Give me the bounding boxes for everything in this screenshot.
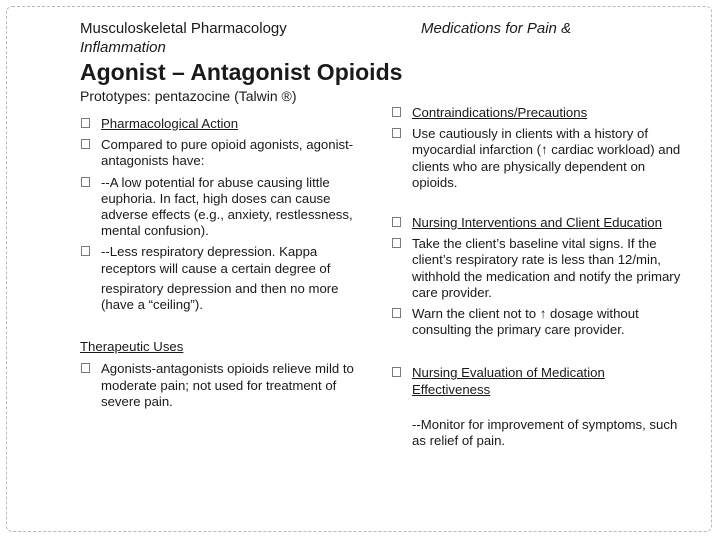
bullet-box-icon: [81, 363, 90, 373]
pharm-item-2: [80, 175, 372, 240]
slide-title: Agonist – Antagonist Opioids: [80, 59, 403, 85]
nursing-item-text: Take the client’s baseline vital signs. If the client’s respiratory rate is less than 12/min, withhold the medication and notify the primary care provider.: [412, 236, 681, 300]
pharm-item-1: [80, 137, 372, 169]
pharm-item-3: [80, 244, 372, 276]
pharm-item-text: --A low potential for abuse causing little euphoria. In fact, high doses can cause adverse effects (e.g., anxiety, restlessness, mental confusion).: [101, 174, 353, 239]
contraindications-item: [391, 126, 681, 191]
pharm-item-continuation: respiratory depression and then no more (have a “ceiling”).: [101, 280, 339, 313]
contraindications-item-text: Use cautiously in clients with a history of myocardial infarction (↑ cardiac workload) and clients who are physically dependent on opioids.: [412, 126, 681, 190]
bullet-box-icon: [392, 367, 401, 377]
bullet-box-icon: [81, 139, 90, 149]
left-column: [80, 116, 372, 410]
header-line-1: Musculoskeletal Pharmacology: [80, 20, 287, 37]
bullet-box-icon: [81, 246, 90, 256]
nursing-evaluation-heading-text: Nursing Evaluation of Medication Effectiveness: [412, 365, 605, 397]
pharm-item-text: Compared to pure opioid agonists, agonist-antagonists have:: [101, 137, 354, 169]
bullet-box-icon: [392, 128, 401, 138]
bullet-box-icon: [81, 118, 90, 128]
nursing-item-1: [391, 236, 681, 301]
bullet-box-icon: [392, 238, 401, 248]
right-column: [391, 105, 681, 449]
pharm-action-heading: [80, 116, 372, 132]
nursing-evaluation-text: --Monitor for improvement of symptoms, such as relief of pain.: [412, 416, 678, 449]
nursing-interventions-heading-text: Nursing Interventions and Client Education: [412, 215, 662, 231]
nursing-evaluation-heading: [391, 365, 681, 397]
pharm-action-heading-text: Pharmacological Action: [101, 116, 239, 131]
header-course-title: [80, 19, 380, 57]
bullet-box-icon: [392, 217, 401, 227]
uses-item-text: Agonists-antagonists opioids relieve mild to moderate pain; not used for treatment of severe pain.: [101, 361, 354, 409]
therapeutic-uses-heading: Therapeutic Uses: [80, 339, 184, 355]
bullet-box-icon: [81, 177, 90, 187]
header-section-title: Medications for Pain &: [421, 20, 572, 37]
bullet-box-icon: [392, 308, 401, 318]
nursing-item-2: [391, 306, 681, 338]
nursing-interventions-heading: [391, 215, 681, 231]
contraindications-heading: [391, 105, 681, 121]
prototypes-line: Prototypes: pentazocine (Talwin ®): [80, 88, 297, 104]
header-line-2: Inflammation: [80, 39, 166, 56]
contraindications-heading-text: Contraindications/Precautions: [412, 105, 588, 120]
bullet-box-icon: [392, 107, 401, 117]
pharm-item-text: --Less respiratory depression. Kappa receptors will cause a certain degree of: [101, 244, 331, 276]
uses-item: [80, 361, 372, 410]
nursing-item-text: Warn the client not to ↑ dosage without consulting the primary care provider.: [412, 306, 639, 338]
